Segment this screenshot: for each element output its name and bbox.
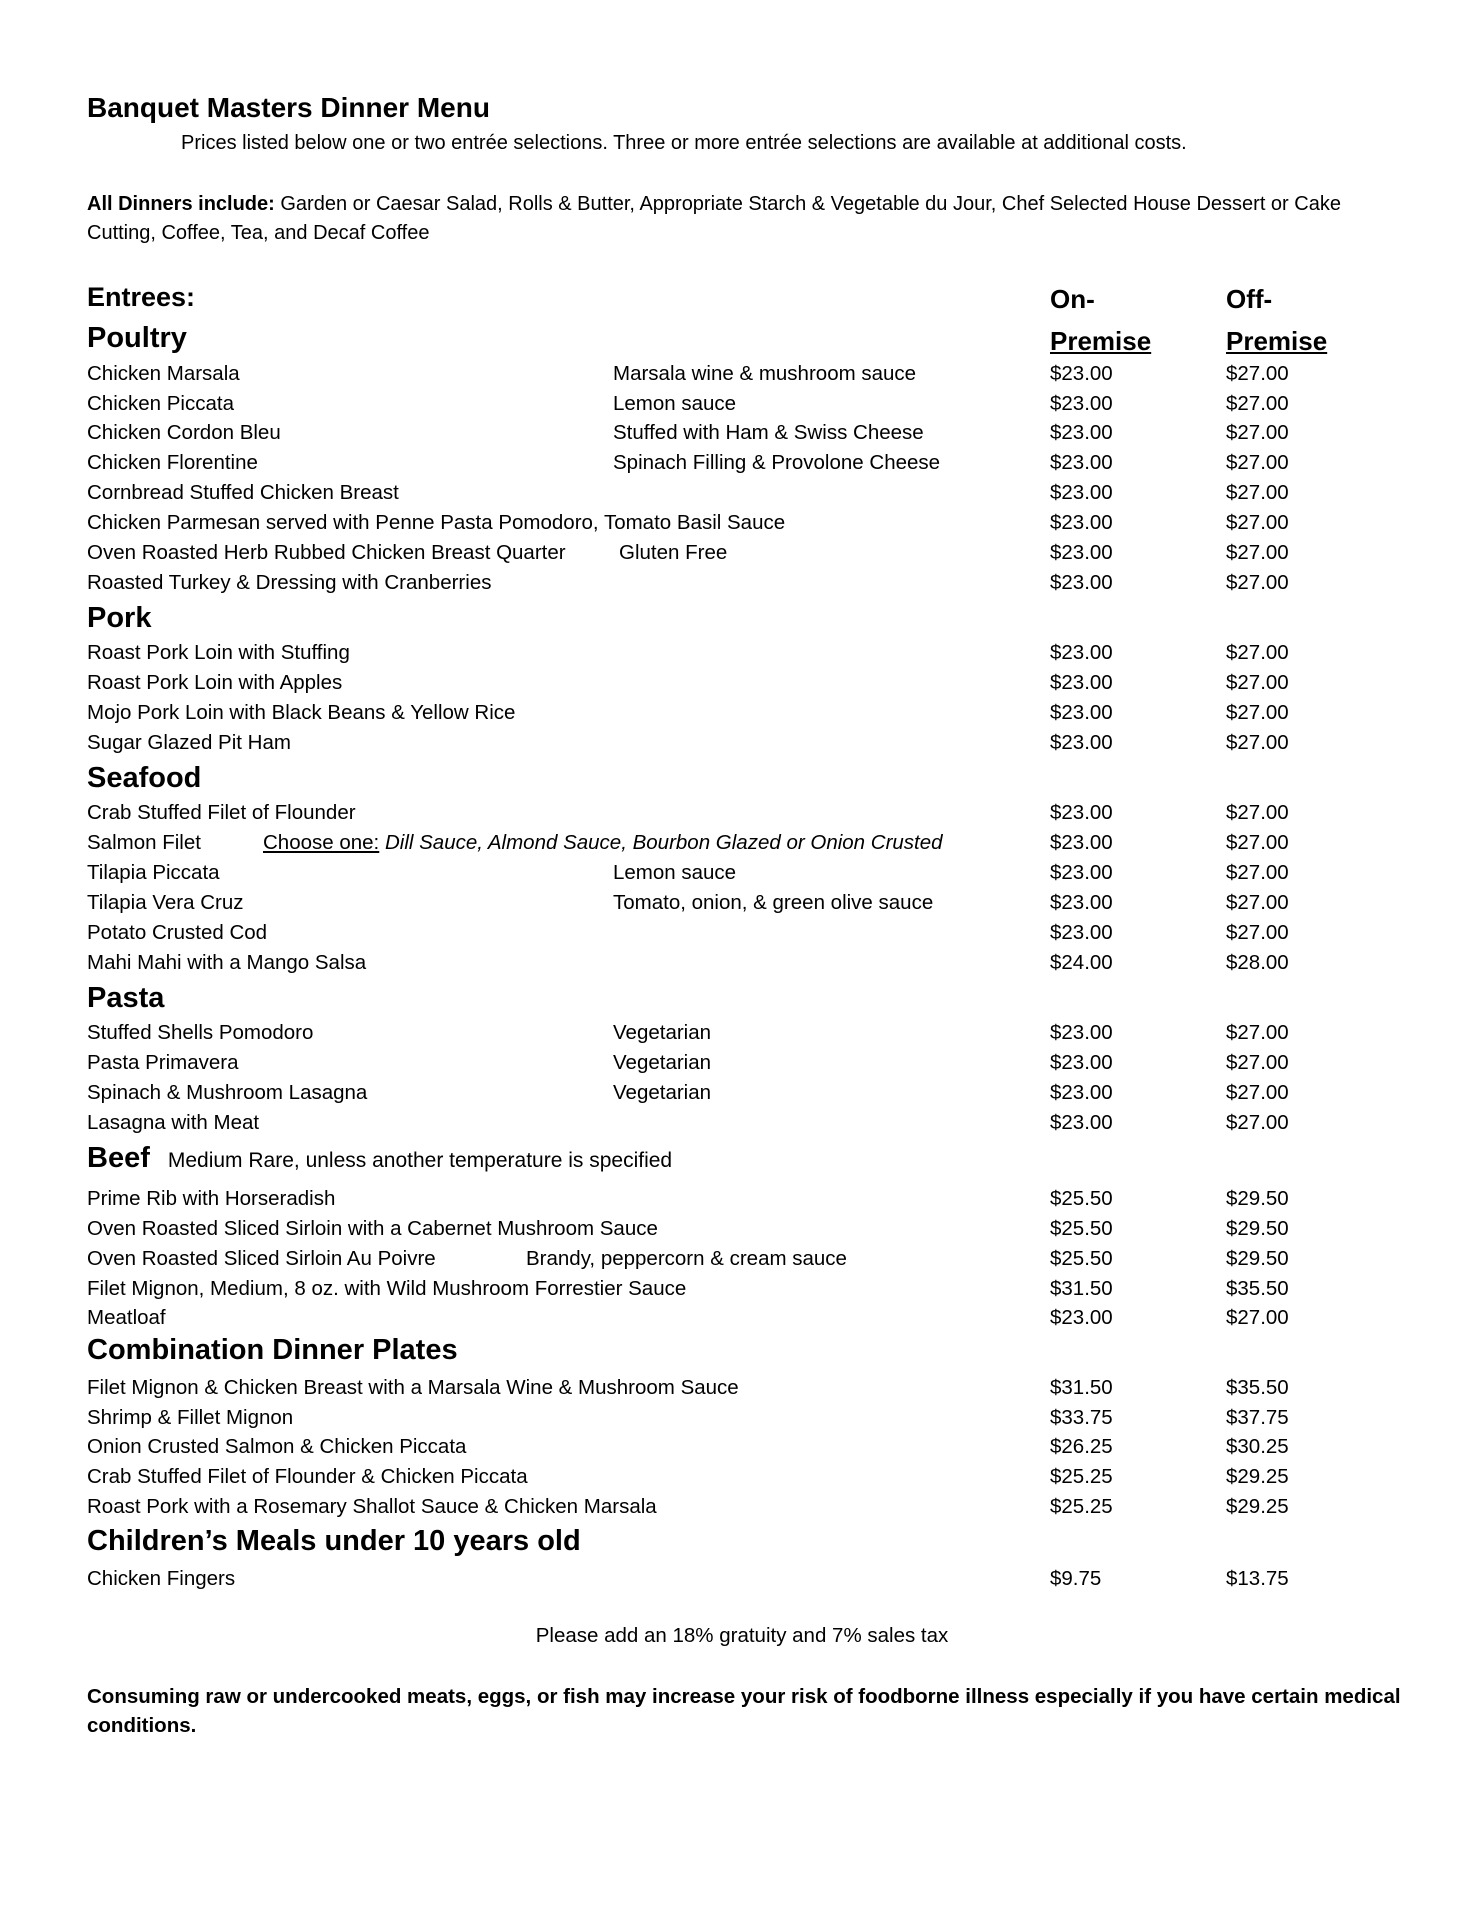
menu-row — [0, 671, 1484, 700]
off-premise-price: $27.00 — [1226, 641, 1289, 664]
item-desc: Lemon sauce — [613, 392, 737, 415]
item-name: Chicken Parmesan served with Penne Pasta Pomodoro, Tomato Basil Sauce — [87, 511, 786, 534]
off-premise-header-top: Off- — [1226, 284, 1273, 314]
menu-row — [0, 1187, 1484, 1216]
off-premise-price: $27.00 — [1226, 1051, 1289, 1074]
menu-row — [0, 1306, 1484, 1335]
off-premise-price: $27.00 — [1226, 1021, 1289, 1044]
on-premise-price: $23.00 — [1050, 541, 1113, 564]
on-premise-price: $25.50 — [1050, 1217, 1113, 1240]
menu-row — [0, 1247, 1484, 1276]
menu-row — [0, 1435, 1484, 1464]
off-premise-price: $27.00 — [1226, 1081, 1289, 1104]
on-premise-price: $25.50 — [1050, 1247, 1113, 1270]
item-name: Chicken Marsala — [87, 362, 240, 385]
on-premise-price: $23.00 — [1050, 671, 1113, 694]
item-desc: Vegetarian — [613, 1081, 712, 1104]
item-name: Filet Mignon & Chicken Breast with a Marsala Wine & Mushroom Sauce — [87, 1376, 739, 1399]
section-title-pasta: Pasta — [87, 982, 165, 1014]
off-premise-price: $27.00 — [1226, 701, 1289, 724]
menu-row — [0, 951, 1484, 980]
on-premise-price: $23.00 — [1050, 451, 1113, 474]
menu-row — [0, 921, 1484, 950]
item-name: Meatloaf — [87, 1306, 166, 1329]
item-desc: Tomato, onion, & green olive sauce — [613, 891, 934, 914]
gratuity-note: Please add an 18% gratuity and 7% sales tax — [535, 1624, 949, 1647]
off-premise-price: $29.25 — [1226, 1495, 1289, 1518]
on-premise-price: $23.00 — [1050, 921, 1113, 944]
on-premise-header-top: On- — [1050, 284, 1095, 314]
menu-row — [0, 1465, 1484, 1494]
item-desc: Lemon sauce — [613, 861, 737, 884]
off-premise-price: $27.00 — [1226, 861, 1289, 884]
item-name: Tilapia Piccata — [87, 861, 220, 884]
entrees-heading: Entrees: — [87, 282, 196, 312]
item-name: Oven Roasted Sliced Sirloin with a Cabernet Mushroom Sauce — [87, 1217, 658, 1240]
menu-row — [0, 1217, 1484, 1246]
salmon-options — [263, 831, 943, 855]
on-premise-price: $25.25 — [1050, 1465, 1113, 1488]
item-name: Stuffed Shells Pomodoro — [87, 1021, 314, 1044]
item-name: Salmon Filet — [87, 831, 201, 854]
off-premise-price: $27.00 — [1226, 921, 1289, 944]
item-name: Potato Crusted Cod — [87, 921, 268, 944]
item-desc: Marsala wine & mushroom sauce — [613, 362, 917, 385]
on-premise-price: $25.25 — [1050, 1495, 1113, 1518]
item-name: Sugar Glazed Pit Ham — [87, 731, 291, 754]
menu-row — [0, 731, 1484, 760]
menu-row — [0, 1567, 1484, 1596]
section-title-pork: Pork — [87, 602, 152, 634]
item-name: Shrimp & Fillet Mignon — [87, 1406, 294, 1429]
menu-row — [0, 1081, 1484, 1110]
off-premise-price: $29.50 — [1226, 1187, 1289, 1210]
off-premise-price: $35.50 — [1226, 1376, 1289, 1399]
off-premise-price: $29.25 — [1226, 1465, 1289, 1488]
item-name: Lasagna with Meat — [87, 1111, 260, 1134]
off-premise-price: $27.00 — [1226, 392, 1289, 415]
item-desc: Stuffed with Ham & Swiss Cheese — [613, 421, 924, 444]
on-premise-price: $23.00 — [1050, 641, 1113, 664]
off-premise-price: $27.00 — [1226, 891, 1289, 914]
menu-row — [0, 861, 1484, 890]
item-name: Chicken Piccata — [87, 392, 234, 415]
item-name: Chicken Fingers — [87, 1567, 236, 1590]
on-premise-header-bottom: Premise — [1050, 326, 1152, 356]
on-premise-price: $31.50 — [1050, 1376, 1113, 1399]
menu-row — [0, 481, 1484, 510]
off-premise-price: $27.00 — [1226, 541, 1289, 564]
item-name: Roasted Turkey & Dressing with Cranberries — [87, 571, 492, 594]
off-premise-price: $27.00 — [1226, 362, 1289, 385]
on-premise-price: $23.00 — [1050, 1111, 1113, 1134]
item-name: Filet Mignon, Medium, 8 oz. with Wild Mushroom Forrestier Sauce — [87, 1277, 687, 1300]
item-name: Roast Pork Loin with Apples — [87, 671, 343, 694]
menu-row — [0, 891, 1484, 920]
item-desc: Vegetarian — [613, 1021, 712, 1044]
item-name: Roast Pork Loin with Stuffing — [87, 641, 350, 664]
item-name: Onion Crusted Salmon & Chicken Piccata — [87, 1435, 467, 1458]
on-premise-price: $23.00 — [1050, 1306, 1113, 1329]
section-title-seafood: Seafood — [87, 762, 202, 794]
on-premise-price: $23.00 — [1050, 392, 1113, 415]
item-name: Spinach & Mushroom Lasagna — [87, 1081, 368, 1104]
menu-row — [0, 362, 1484, 391]
menu-row — [0, 1051, 1484, 1080]
section-title-combination: Combination Dinner Plates — [87, 1334, 458, 1366]
item-note: Brandy, peppercorn & cream sauce — [526, 1247, 847, 1270]
off-premise-price: $27.00 — [1226, 511, 1289, 534]
item-name: Mojo Pork Loin with Black Beans & Yellow Rice — [87, 701, 516, 724]
on-premise-price: $23.00 — [1050, 362, 1113, 385]
item-desc: Vegetarian — [613, 1051, 712, 1074]
menu-row — [0, 571, 1484, 600]
item-name: Chicken Cordon Bleu — [87, 421, 281, 444]
menu-row — [0, 392, 1484, 421]
item-name: Crab Stuffed Filet of Flounder & Chicken Piccata — [87, 1465, 528, 1488]
section-title-beef — [87, 1142, 672, 1175]
on-premise-price: $23.00 — [1050, 1051, 1113, 1074]
off-premise-price: $27.00 — [1226, 801, 1289, 824]
on-premise-price: $23.00 — [1050, 891, 1113, 914]
on-premise-price: $23.00 — [1050, 701, 1113, 724]
on-premise-price: $23.00 — [1050, 831, 1113, 854]
section-title-children: Children’s Meals under 10 years old — [87, 1525, 581, 1557]
choose-one-label: Choose one: — [263, 831, 380, 854]
section-title-poultry: Poultry — [87, 322, 187, 354]
page-title: Banquet Masters Dinner Menu — [87, 92, 490, 123]
off-premise-price: $27.00 — [1226, 671, 1289, 694]
on-premise-price: $23.00 — [1050, 511, 1113, 534]
menu-row — [0, 511, 1484, 540]
item-name: Roast Pork with a Rosemary Shallot Sauce & Chicken Marsala — [87, 1495, 657, 1518]
menu-row — [0, 1277, 1484, 1306]
on-premise-price: $23.00 — [1050, 731, 1113, 754]
beef-temperature-note: Medium Rare, unless another temperature is specified — [167, 1149, 673, 1172]
off-premise-price: $29.50 — [1226, 1217, 1289, 1240]
on-premise-price: $9.75 — [1050, 1567, 1102, 1590]
item-name: Oven Roasted Herb Rubbed Chicken Breast Quarter — [87, 541, 566, 564]
menu-row — [0, 701, 1484, 730]
off-premise-price: $28.00 — [1226, 951, 1289, 974]
off-premise-price: $27.00 — [1226, 421, 1289, 444]
on-premise-price: $24.00 — [1050, 951, 1113, 974]
off-premise-price: $27.00 — [1226, 1111, 1289, 1134]
includes-text: Garden or Caesar Salad, Rolls & Butter, Appropriate Starch & Vegetable du Jour, Chef Selected House Dessert or Cake Cutting, Coffee, Tea, and Decaf Coffee — [87, 193, 1341, 244]
beef-title: Beef — [87, 1142, 150, 1174]
menu-row — [0, 1376, 1484, 1405]
includes-paragraph — [87, 190, 1407, 248]
off-premise-price: $30.25 — [1226, 1435, 1289, 1458]
menu-row — [0, 421, 1484, 450]
item-name: Pasta Primavera — [87, 1051, 239, 1074]
menu-row — [0, 831, 1484, 860]
item-note: Gluten Free — [619, 541, 728, 564]
on-premise-price: $23.00 — [1050, 481, 1113, 504]
item-name: Crab Stuffed Filet of Flounder — [87, 801, 356, 824]
on-premise-price: $33.75 — [1050, 1406, 1113, 1429]
menu-row — [0, 1495, 1484, 1524]
off-premise-price: $35.50 — [1226, 1277, 1289, 1300]
menu-row — [0, 801, 1484, 830]
on-premise-price: $23.00 — [1050, 861, 1113, 884]
menu-row — [0, 541, 1484, 570]
menu-row — [0, 1406, 1484, 1435]
item-desc: Spinach Filling & Provolone Cheese — [613, 451, 941, 474]
pricing-subtitle: Prices listed below one or two entrée selections. Three or more entrée selections are available at additional costs. — [181, 132, 1187, 154]
menu-row — [0, 451, 1484, 480]
foodborne-warning: Consuming raw or undercooked meats, eggs, or fish may increase your risk of foodborne illness especially if you have certain medical conditions. — [87, 1685, 1401, 1737]
on-premise-price: $31.50 — [1050, 1277, 1113, 1300]
menu-row — [0, 1021, 1484, 1050]
off-premise-price: $27.00 — [1226, 831, 1289, 854]
off-premise-price: $27.00 — [1226, 451, 1289, 474]
on-premise-price: $25.50 — [1050, 1187, 1113, 1210]
item-name: Prime Rib with Horseradish — [87, 1187, 336, 1210]
menu-row — [0, 641, 1484, 670]
on-premise-price: $26.25 — [1050, 1435, 1113, 1458]
on-premise-price: $23.00 — [1050, 1021, 1113, 1044]
off-premise-price: $29.50 — [1226, 1247, 1289, 1270]
on-premise-price: $23.00 — [1050, 571, 1113, 594]
off-premise-header-bottom: Premise — [1226, 326, 1328, 356]
includes-label: All Dinners include: — [87, 193, 275, 215]
off-premise-price: $13.75 — [1226, 1567, 1289, 1590]
item-name: Mahi Mahi with a Mango Salsa — [87, 951, 367, 974]
item-name: Tilapia Vera Cruz — [87, 891, 244, 914]
item-name: Cornbread Stuffed Chicken Breast — [87, 481, 399, 504]
menu-row — [0, 1111, 1484, 1140]
on-premise-price: $23.00 — [1050, 421, 1113, 444]
item-name: Chicken Florentine — [87, 451, 258, 474]
on-premise-price: $23.00 — [1050, 801, 1113, 824]
off-premise-price: $27.00 — [1226, 1306, 1289, 1329]
off-premise-price: $27.00 — [1226, 481, 1289, 504]
off-premise-price: $27.00 — [1226, 571, 1289, 594]
sauce-options: Dill Sauce, Almond Sauce, Bourbon Glazed or Onion Crusted — [379, 831, 943, 854]
item-name: Oven Roasted Sliced Sirloin Au Poivre — [87, 1247, 436, 1270]
on-premise-price: $23.00 — [1050, 1081, 1113, 1104]
off-premise-price: $37.75 — [1226, 1406, 1289, 1429]
off-premise-price: $27.00 — [1226, 731, 1289, 754]
